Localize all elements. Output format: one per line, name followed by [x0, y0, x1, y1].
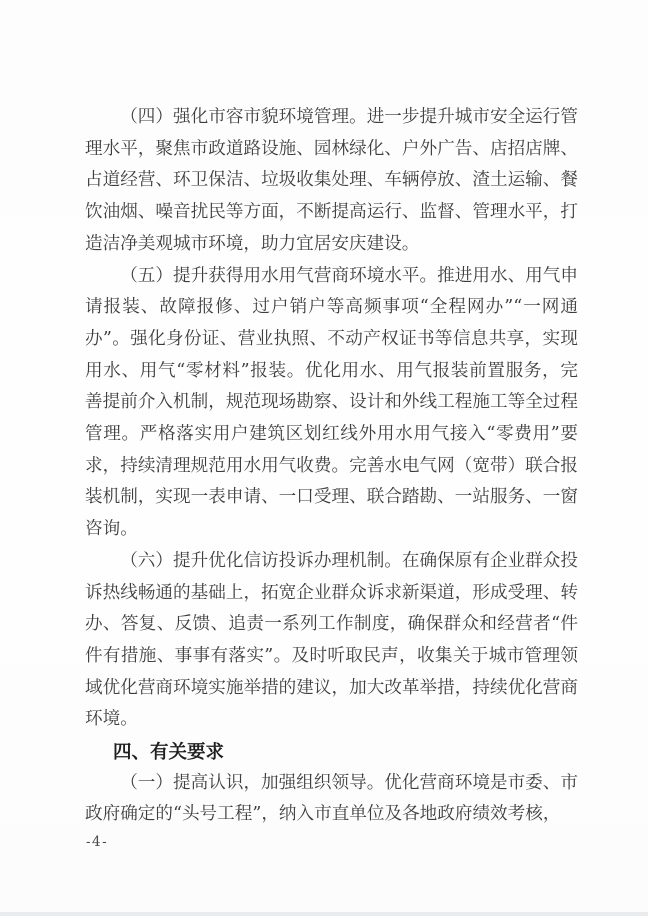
document-body	[85, 102, 578, 831]
page-number: -4-	[86, 834, 109, 850]
paragraph-section-one: （一）提高认识，加强组织领导。优化营商环境是市委、市政府确定的“头号工程”，纳入市直单位及各地政府绩效考核，	[85, 772, 578, 825]
paragraph-section-four: （四）强化市容市貌环境管理。进一步提升城市安全运行管理水平，聚焦市政道路设施、园林绿化、户外广告、店招店牌、占道经营、环卫保洁、垃圾收集处理、车辆停放、渣土运输、餐饮油烟、噪音扰民等方面，不断提高运行、监督、管理水平，打造洁净美观城市环境，助力宜居安庆建设。	[85, 107, 578, 254]
paragraph-section-five: （五）提升获得用水用气营商环境水平。推进用水、用气申请报装、故障报修、过户销户等高频事项“全程网办”“一网通办”。强化身份证、营业执照、不动产权证书等信息共享，实现用水、用气“零材料”报装。优化用水、用气报装前置服务，完善提前介入机制，规范现场勘察、设计和外线工程施工等全过程管理。严格落实用户建筑区划红线外用水用气接入“零费用”要求，持续清理规范用水用气收费。完善水电气网（宽带）联合报装机制，实现一表申请、一口受理、联合踏勘、一站服务、一窗咨询。	[85, 265, 578, 540]
paragraph-section-six: （六）提升优化信访投诉办理机制。在确保原有企业群众投诉热线畅通的基础上，拓宽企业群众诉求新渠道，形成受理、转办、答复、反馈、追责一系列工作制度，确保群众和经营者“件件有措施、事事有落实”。及时听取民声，收集关于城市管理领域优化营商环境实施举措的建议，加大改革举措，持续优化营商环境。	[85, 550, 578, 730]
section-heading-requirements: 四、有关要求	[113, 741, 225, 763]
